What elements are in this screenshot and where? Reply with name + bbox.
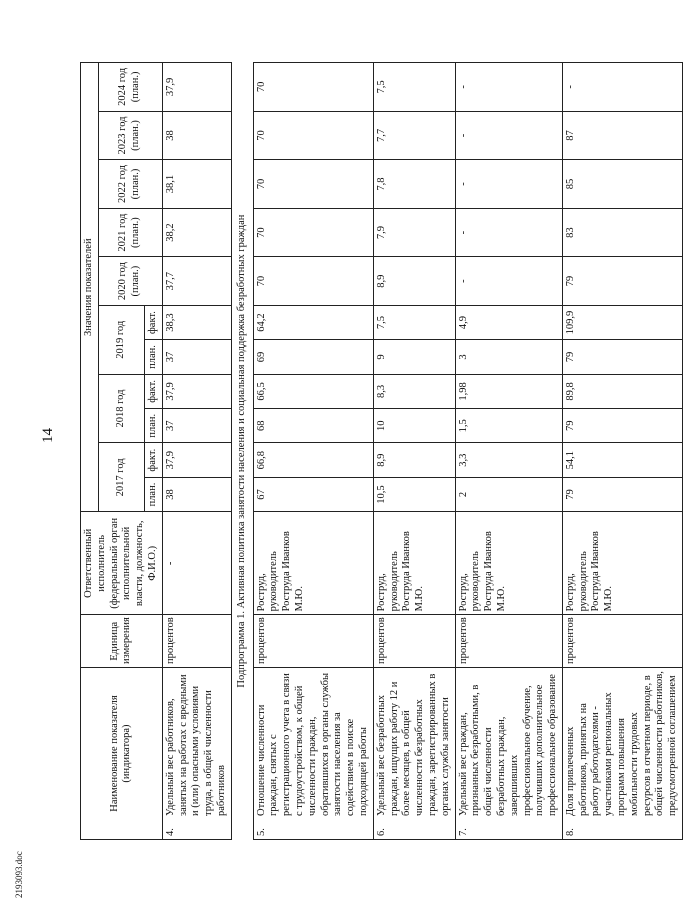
value-cell: 37,7 [162,257,231,306]
row-number: 8. [564,828,576,836]
header-2017: 2017 год [98,443,144,512]
unit-cell: процентов [562,615,682,668]
value-cell: 7,5 [373,63,455,112]
value-cell: 70 [253,257,373,306]
indicator-name-cell [455,668,562,840]
page-number: 14 [40,428,56,443]
value-cell: 38 [162,477,231,511]
value-cell: 38,2 [162,208,231,257]
section-title: Подпрограмма 1. Активная политика занятости населения и социальная поддержка безработных граждан [231,63,253,840]
header-plan: план. [144,409,162,443]
unit-cell: процентов [373,615,455,668]
header-2021: 2021 год (план.) [98,208,162,257]
value-cell: 87 [562,111,682,160]
value-cell: 79 [562,340,682,374]
unit-cell: процентов [455,615,562,668]
value-cell: 89,8 [562,374,682,408]
header-2024: 2024 год (план.) [98,63,162,112]
value-cell: 37 [162,409,231,443]
section-row [231,20,253,840]
responsible-cell: Роструд, руководитель Роструда Иванков М.Ю. [562,512,682,615]
value-cell: 37,9 [162,374,231,408]
responsible-cell: Роструд, руководитель Роструда Иванков М.Ю. [455,512,562,615]
row-number: 4. [164,828,176,836]
value-cell: 38,1 [162,160,231,209]
header-fact: факт. [144,443,162,477]
header-2018: 2018 год [98,374,144,443]
unit-cell: процентов [253,615,373,668]
value-cell: 10 [373,409,455,443]
value-cell: 70 [253,111,373,160]
value-cell: 10,5 [373,477,455,511]
header-plan: план. [144,340,162,374]
value-cell: 8,3 [373,374,455,408]
value-cell: 70 [253,63,373,112]
value-cell: 79 [562,477,682,511]
value-cell: 64,2 [253,305,373,339]
header-2020: 2020 год (план.) [98,257,162,306]
row-number: 5. [255,828,267,836]
value-cell: 8,9 [373,443,455,477]
header-values: Значения показателей [81,63,99,512]
value-cell: 85 [562,160,682,209]
value-cell: 38,3 [162,305,231,339]
value-cell: - [455,63,562,112]
header-2023: 2023 год (план.) [98,111,162,160]
value-cell: 69 [253,340,373,374]
value-cell: 2 [455,477,562,511]
table-row [162,20,231,840]
value-cell: 70 [253,208,373,257]
value-cell: 79 [562,257,682,306]
value-cell: 3 [455,340,562,374]
value-cell: 7,8 [373,160,455,209]
value-cell: 68 [253,409,373,443]
value-cell: 4,9 [455,305,562,339]
value-cell: 67 [253,477,373,511]
header-2022: 2022 год (план.) [98,160,162,209]
indicator-name-cell [562,668,682,840]
value-cell: 83 [562,208,682,257]
value-cell: - [455,257,562,306]
responsible-cell: Роструд, руководитель Роструда Иванков М.Ю. [253,512,373,615]
header-responsible: Ответственный исполнитель (федеральный орган исполнительной власти, должность, Ф.И.О.) [81,512,163,615]
value-cell: - [455,208,562,257]
value-cell: 1,5 [455,409,562,443]
header-plan: план. [144,477,162,511]
unit-cell: процентов [162,615,231,668]
value-cell: 79 [562,409,682,443]
value-cell: 109,9 [562,305,682,339]
table-row [562,20,682,840]
responsible-cell: - [162,512,231,615]
value-cell: - [455,111,562,160]
value-cell: 3,3 [455,443,562,477]
footer-file-code: 2193093.doc [14,851,24,898]
header-2019: 2019 год [98,305,144,374]
value-cell: 38 [162,111,231,160]
indicator-name-cell [253,668,373,840]
indicator-name: Доля привлеченных работников, принятых на работу работодателями - участниками региональных программ повышения мобильности трудовых ресурсов в отчетном периоде, в общей численности работников, предусмотренной соглашением [564,671,679,816]
indicators-table-rotated [80,20,679,840]
table-row [373,20,455,840]
header-name: Наименование показателя (индикатора) [81,668,163,840]
indicator-name: Удельный вес граждан, признанных безработными, в общей численности безработных граждан, завершивших профессиональное обучение, получивших дополнительное профессиональное образование [457,674,559,816]
header-fact: факт. [144,305,162,339]
table-row [253,20,373,840]
indicator-name-cell [162,668,231,840]
indicators-table [80,20,683,840]
value-cell: 9 [373,340,455,374]
value-cell: 66,5 [253,374,373,408]
value-cell: 1,98 [455,374,562,408]
value-cell: 54,1 [562,443,682,477]
header-fact: факт. [144,374,162,408]
value-cell: 66,8 [253,443,373,477]
value-cell: 37,9 [162,63,231,112]
responsible-cell: Роструд, руководитель Роструда Иванков М.Ю. [373,512,455,615]
value-cell: - [455,160,562,209]
indicator-name: Удельный вес безработных граждан, ищущих работу 12 и более месяцев, в общей численности безработных граждан, зарегистрированных в органах службы занятости [375,673,451,816]
indicator-name-cell [373,668,455,840]
row-number: 7. [457,828,469,836]
value-cell: - [562,63,682,112]
value-cell: 7,5 [373,305,455,339]
indicator-name: Удельный вес работников, занятых на работах с вредными и (или) опасными условиями труда, в общей численности работников [164,674,227,816]
indicator-name: Отношение численности граждан, снятых с регистрационного учета в связи с трудоустройством, к общей численности граждан, обратившихся в органы службы занятости населения за содействием в поиске подходящей работы [255,672,369,816]
row-number: 6. [375,828,387,836]
header-unit: Единица измерения [81,615,163,668]
value-cell: 7,7 [373,111,455,160]
value-cell: 8,9 [373,257,455,306]
value-cell: 37,9 [162,443,231,477]
value-cell: 7,9 [373,208,455,257]
value-cell: 70 [253,160,373,209]
value-cell: 37 [162,340,231,374]
table-row [455,20,562,840]
